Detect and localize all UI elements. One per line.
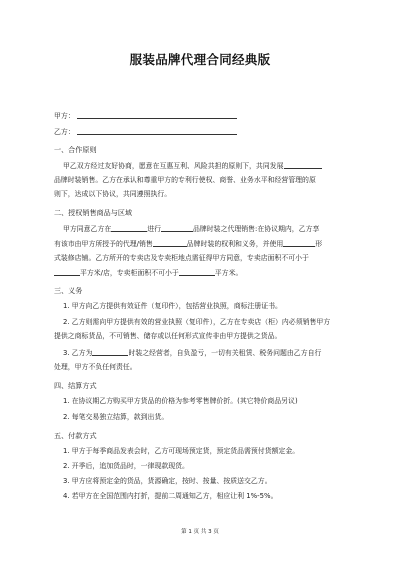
paragraph-line: 2. 乙方则需向甲方提供有效的营业执照（复印件），乙方在专卖店（柜）内必须销售甲方 — [63, 318, 331, 326]
blank-field[interactable] — [283, 239, 315, 247]
blank-field[interactable] — [153, 239, 187, 247]
text-run: 时装之经营者，自负盈亏，一切有关租赁、税务问题由乙方自行 — [128, 349, 322, 357]
blank-field[interactable] — [111, 224, 147, 232]
section-4-heading: 四、结算方式 — [54, 381, 97, 390]
paragraph-line: 则下，达成以下协议，共同遵照执行。 — [54, 190, 172, 198]
blank-field[interactable] — [284, 161, 322, 169]
paragraph-line — [54, 268, 354, 278]
document-title: 服装品牌代理合同经典版 — [129, 52, 271, 67]
paragraph-line: 提供之商标货品，不可销售、储存或以任何形式宣传非由甲方提供之货品。 — [54, 332, 282, 340]
blank-field[interactable] — [54, 268, 80, 276]
paragraph-line: 1. 在协议期乙方购买甲方货品的价格为参考零售牌价折。(其它特价商品另议) — [63, 397, 298, 405]
party-b-label: 乙方： — [54, 128, 75, 136]
party-a-label: 甲方： — [54, 112, 75, 120]
paragraph-line — [54, 239, 354, 249]
paragraph-line: 1. 甲方向乙方提供有效证件（复印件），包括营业执照，商标注册证书。 — [63, 302, 282, 310]
section-1-heading: 一、合作原则 — [54, 145, 97, 154]
paragraph-line: 1. 甲方于每季商品发表会时，乙方可现场预定货，预定货品需预付货额定金。 — [63, 447, 300, 455]
text-run: 平方米/店，专卖柜面积不可小于 — [80, 269, 179, 277]
text-run: 形 — [315, 240, 323, 248]
paragraph-line — [63, 224, 354, 234]
paragraph-line: 4. 若甲方在全国范围内打折，提前二周通知乙方，相应让利 1%-5%。 — [63, 492, 278, 500]
party-a-line — [54, 112, 354, 121]
text-run: 品牌时装之代理销售:在协议期内，乙方享 — [193, 225, 320, 233]
text-run: 3. 乙方为 — [63, 349, 93, 357]
party-a-blank[interactable] — [77, 117, 237, 119]
blank-field[interactable] — [161, 224, 193, 232]
text-run: 品牌时装的权利和义务，并使用 — [186, 240, 284, 248]
page-number: 第 1 页 共 3 页 — [181, 529, 219, 535]
blank-field[interactable] — [179, 268, 215, 276]
section-3-heading: 三、义务 — [54, 286, 83, 295]
text-run: 进行 — [147, 225, 162, 233]
paragraph-line: 处理，甲方不负任何责任。 — [54, 363, 137, 371]
paragraph-line: 2. 每笔交易独立结算，款到出货。 — [63, 413, 169, 421]
paragraph-line: 式装修店铺。乙方所开的专卖店及专卖柜地点需征得甲方同意，专卖店面积不可小于 — [54, 254, 309, 262]
text-run: 甲乙双方经过友好协商，愿意在互惠互利、风险共担的原则下，共同发展 — [63, 162, 284, 170]
paragraph-line — [63, 161, 354, 171]
section-5-heading: 五、付款方式 — [54, 431, 97, 440]
paragraph-line: 品牌时装销售。乙方在承认和尊重甲方的专利行使权、商誉、业务水平和经营管理的原 — [54, 176, 316, 184]
text-run: 平方米。 — [214, 269, 243, 277]
party-b-blank[interactable] — [77, 133, 237, 135]
paragraph-line — [63, 348, 354, 358]
section-2-heading: 二、授权销售商品与区域 — [54, 208, 133, 217]
text-run: 甲方同意乙方在 — [63, 225, 112, 233]
text-run: 有该市由甲方所授予的代理/销售 — [54, 240, 153, 248]
paragraph-line: 2. 开季后，追加货品时，一律现款现货。 — [63, 462, 189, 470]
party-b-line — [54, 128, 354, 137]
blank-field[interactable] — [92, 348, 128, 356]
paragraph-line: 3. 甲方应将预定金的货品，货源确定，按时、按量、按质送交乙方。 — [63, 477, 272, 485]
